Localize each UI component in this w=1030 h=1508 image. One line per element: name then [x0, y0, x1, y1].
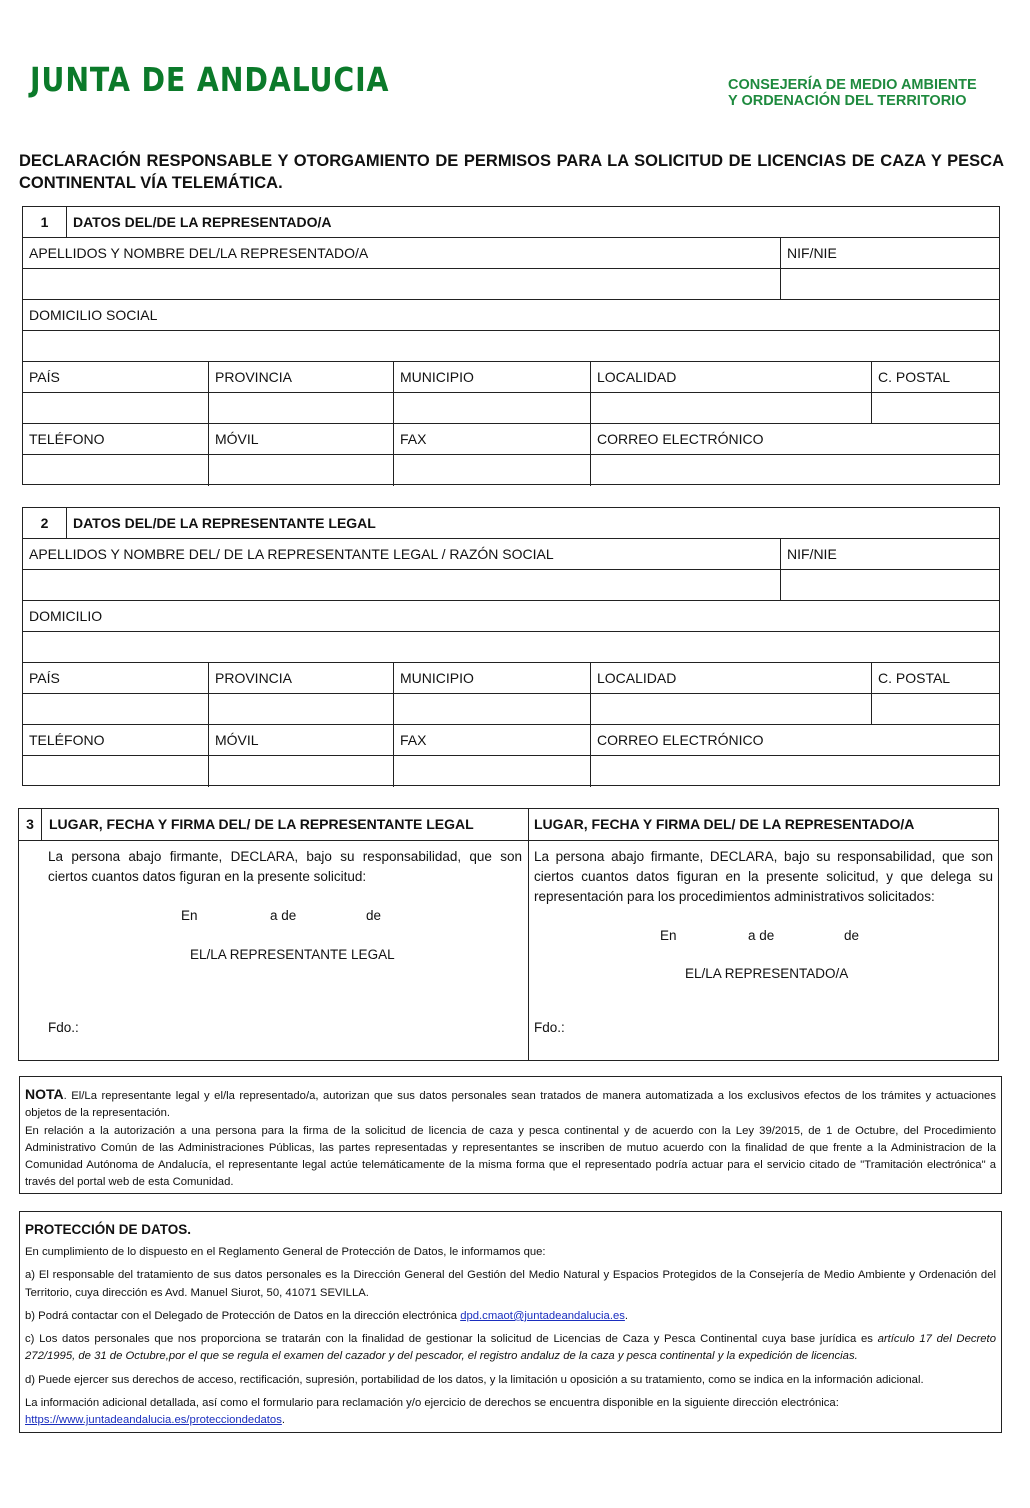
nif-field[interactable]: [780, 570, 999, 601]
section-2-number: 2: [23, 508, 67, 538]
province-label: PROVINCIA: [208, 362, 393, 393]
info-text: La información adicional detallada, así como el formulario para reclamación y/o ejercicio de derechos se encuentra disponible en la siguiente dirección electrónica:: [25, 1397, 839, 1410]
left-date-de: de: [366, 908, 382, 923]
mobile-label: MÓVIL: [208, 424, 393, 455]
right-date-a-de: a de: [748, 928, 775, 943]
fax-label: FAX: [393, 424, 590, 455]
junta-logo: JUNTA DE ANDALUCIA: [30, 60, 390, 99]
locality-label: LOCALIDAD: [590, 362, 871, 393]
section-3-divider: [528, 809, 529, 1060]
department-name: [728, 77, 977, 109]
phone-field[interactable]: [23, 756, 208, 787]
email-field[interactable]: [590, 756, 999, 787]
left-signer-label: EL/LA REPRESENTANTE LEGAL: [190, 947, 395, 962]
locality-label: LOCALIDAD: [590, 663, 871, 694]
data-protection-url-link[interactable]: https://www.juntadeandalucia.es/protecciondedatos: [25, 1414, 282, 1427]
name-label: APELLIDOS Y NOMBRE DEL/LA REPRESENTADO/A: [29, 245, 369, 261]
email-label: CORREO ELECTRÓNICO: [590, 424, 999, 455]
locality-field[interactable]: [590, 694, 871, 725]
nota-text-1: . El/La representante legal y el/la representado/a, autorizan que sus datos personales sean tratados de manera automatizada a los exclusivos efectos de los trámites y actuaciones objetos de la representación.: [25, 1090, 996, 1120]
postal-code-label: C. POSTAL: [871, 663, 999, 694]
phone-label: TELÉFONO: [29, 431, 105, 447]
name-field[interactable]: [23, 570, 780, 601]
municipality-field[interactable]: [393, 393, 590, 424]
email-field[interactable]: [590, 455, 999, 486]
nif-field[interactable]: [780, 269, 999, 300]
dpd-email-link[interactable]: dpd.cmaot@juntadeandalucia.es: [460, 1309, 625, 1322]
document-title: DECLARACIÓN RESPONSABLE Y OTORGAMIENTO DE PERMISOS PARA LA SOLICITUD DE LICENCIAS DE CAZA Y PESCA CONTINENTAL VÍA TELEMÁTICA.: [19, 152, 1004, 192]
left-date-en: En: [181, 908, 198, 923]
nota-label: NOTA: [25, 1086, 64, 1102]
address-label: DOMICILIO: [29, 608, 103, 624]
right-signature-fdo[interactable]: Fdo.:: [534, 1020, 565, 1035]
country-label: PAÍS: [29, 670, 60, 686]
postal-code-label: C. POSTAL: [871, 362, 999, 393]
right-date-en: En: [660, 928, 677, 943]
fax-field[interactable]: [393, 455, 590, 486]
section-1-title: DATOS DEL/DE LA REPRESENTADO/A: [73, 214, 332, 230]
right-declaration-text: La persona abajo firmante, DECLARA, bajo su responsabilidad, que son ciertos cuantos datos figuran en la presente solicitud, y que delega su representación para los procedimientos administrativos solicitados:: [534, 849, 993, 904]
section-1-number: 1: [23, 207, 67, 237]
address-field[interactable]: [23, 331, 999, 362]
postal-code-field[interactable]: [871, 694, 999, 725]
fax-field[interactable]: [393, 756, 590, 787]
name-field[interactable]: [23, 269, 780, 300]
phone-label: TELÉFONO: [29, 732, 105, 748]
right-signer-label: EL/LA REPRESENTADO/A: [685, 966, 849, 981]
province-field[interactable]: [208, 393, 393, 424]
locality-field[interactable]: [590, 393, 871, 424]
data-protection-item-d: d) Puede ejercer sus derechos de acceso, rectificación, supresión, portabilidad de los datos, y la limitación u oposición a su tratamiento, como se indica en la información adicional.: [25, 1373, 924, 1386]
data-protection-title: PROTECCIÓN DE DATOS.: [25, 1222, 192, 1237]
mobile-field[interactable]: [208, 756, 393, 787]
email-label: CORREO ELECTRÓNICO: [590, 725, 999, 756]
nif-label: NIF/NIE: [780, 238, 999, 269]
section-3-number: 3: [19, 809, 42, 840]
name-label: APELLIDOS Y NOMBRE DEL/ DE LA REPRESENTANTE LEGAL / RAZÓN SOCIAL: [29, 546, 554, 562]
mobile-label: MÓVIL: [208, 725, 393, 756]
address-label: DOMICILIO SOCIAL: [29, 307, 158, 323]
province-field[interactable]: [208, 694, 393, 725]
data-protection-item-c: [25, 1331, 996, 1366]
fax-label: FAX: [393, 725, 590, 756]
country-field[interactable]: [23, 694, 208, 725]
section-2-legal-representative: [22, 507, 1000, 786]
country-label: PAÍS: [29, 369, 60, 385]
municipality-label: MUNICIPIO: [393, 663, 590, 694]
mobile-field[interactable]: [208, 455, 393, 486]
municipality-field[interactable]: [393, 694, 590, 725]
nota-box: [19, 1076, 1002, 1194]
left-declaration-text: La persona abajo firmante, DECLARA, bajo su responsabilidad, que son ciertos cuantos datos figuran en la presente solicitud:: [48, 849, 522, 884]
section-3-signatures: [18, 808, 999, 1061]
data-protection-intro: En cumplimiento de lo dispuesto en el Reglamento General de Protección de Datos, le informamos que:: [25, 1246, 546, 1258]
data-protection-item-b: b) Podrá contactar con el Delegado de Protección de Datos en la dirección electrónica dpd.cmaot@juntadeandalucia.es.: [25, 1309, 629, 1322]
section-1-represented: [22, 206, 1000, 485]
section-2-title: DATOS DEL/DE LA REPRESENTANTE LEGAL: [73, 515, 376, 531]
department-line-1: CONSEJERÍA DE MEDIO AMBIENTE: [728, 77, 977, 93]
data-protection-title-text: PROTECCIÓN DE DATOS: [25, 1222, 188, 1237]
item-c-text: c) Los datos personales que nos proporciona se tratarán con la finalidad de gestionar la solicitud de Licencias de Caza y Pesca Continental cuya base jurídica es: [25, 1333, 878, 1346]
left-signature-fdo[interactable]: Fdo.:: [48, 1020, 79, 1035]
province-label: PROVINCIA: [208, 663, 393, 694]
country-field[interactable]: [23, 393, 208, 424]
department-line-2: Y ORDENACIÓN DEL TERRITORIO: [728, 93, 967, 109]
municipality-label: MUNICIPIO: [393, 362, 590, 393]
right-date-de: de: [844, 928, 860, 943]
phone-field[interactable]: [23, 455, 208, 486]
item-b-text: b) Podrá contactar con el Delegado de Protección de Datos en la dirección electrónica: [25, 1309, 461, 1322]
left-signature-title: LUGAR, FECHA Y FIRMA DEL/ DE LA REPRESENTANTE LEGAL: [49, 816, 474, 832]
postal-code-field[interactable]: [871, 393, 999, 424]
address-field[interactable]: [23, 632, 999, 663]
right-signature-title: LUGAR, FECHA Y FIRMA DEL/ DE LA REPRESENTADO/A: [534, 816, 915, 832]
item-c-italic-text: artículo 17 del Decreto 272/1995, de 31 de Octubre,por el que se regula el examen del cazador y del pescador, el registro andaluz de la caza y pesca continental y la expedición de licencias.: [25, 1333, 996, 1363]
data-protection-box: [19, 1211, 1002, 1433]
left-date-a-de: a de: [270, 908, 297, 923]
data-protection-item-a: a) El responsable del tratamiento de sus datos personales es la Dirección General del Gestión del Medio Natural y Espacios Protegidos de la Consejería de Medio Ambiente y Ordenación del Territorio, cuya dirección es Avd. Manuel Siurot, 50, 41071 SEVILLA.: [25, 1269, 996, 1299]
nota-paragraph-1: [25, 1086, 996, 1123]
nif-label: NIF/NIE: [780, 539, 999, 570]
data-protection-info: La información adicional detallada, así como el formulario para reclamación y/o ejercicio de derechos se encuentra disponible en la siguiente dirección electrónica: https://www.juntadeandalucia.es/protecciondedatos.: [25, 1397, 839, 1427]
nota-paragraph-2: En relación a la autorización a una persona para la firma de la solicitud de licencia de caza y pesca continental y de acuerdo con la Ley 39/2015, de 1 de Octubre, del Procedimiento Administrativo Común de las Administraciones Públicas, las partes representadas y representantes se inscriben de mutuo acuerdo con la finalidad de que frente a la Administracion de la Comunidad Autónoma de Andalucía, el representante legal actúe telemáticamente de la misma forma que el representado podría actuar para el servicio citado de "Tramitación electrónica" a través del portal web de esta Comunidad.: [25, 1124, 996, 1189]
